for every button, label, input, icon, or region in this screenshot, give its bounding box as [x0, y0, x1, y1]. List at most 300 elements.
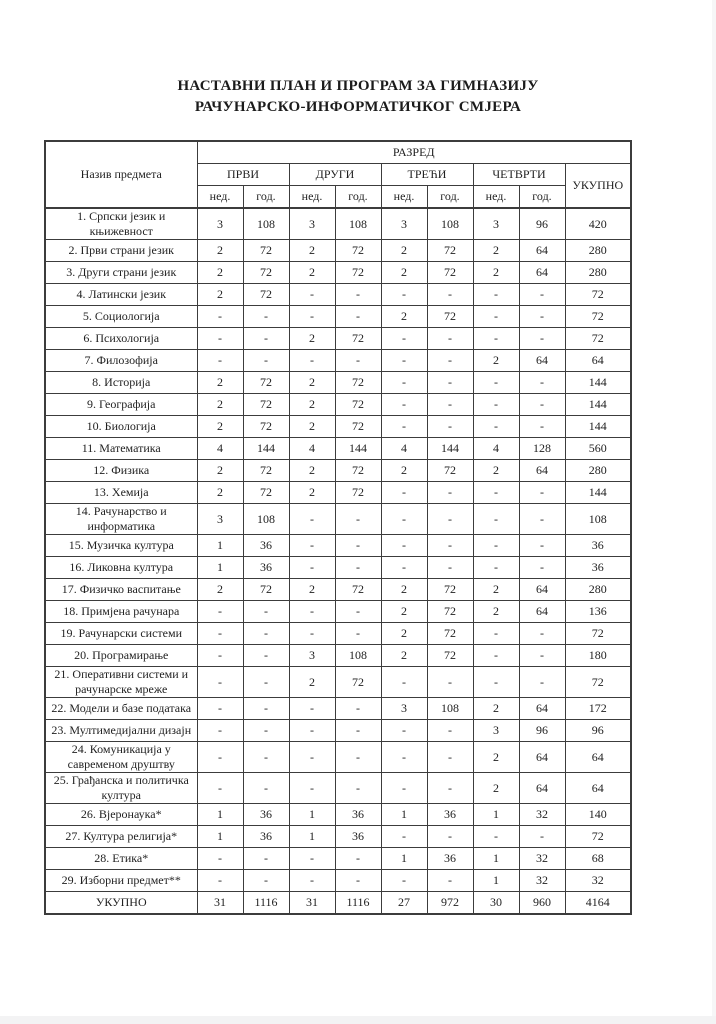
- row-total-cell: 280: [565, 240, 631, 262]
- hours-cell: 2: [289, 579, 335, 601]
- document-title: [0, 0, 716, 118]
- hours-cell: -: [427, 557, 473, 579]
- hours-cell: -: [473, 623, 519, 645]
- hours-cell: -: [197, 623, 243, 645]
- hours-cell: -: [427, 535, 473, 557]
- hours-cell: 144: [427, 438, 473, 460]
- hours-cell: 36: [427, 804, 473, 826]
- hours-cell: 72: [427, 623, 473, 645]
- hours-cell: -: [381, 372, 427, 394]
- row-total-cell: 136: [565, 601, 631, 623]
- hours-cell: 3: [473, 720, 519, 742]
- total-row-label: УКУПНО: [45, 892, 197, 915]
- hours-cell: 4: [473, 438, 519, 460]
- hours-cell: 2: [381, 645, 427, 667]
- table-row: [45, 742, 631, 773]
- hours-cell: 1: [197, 535, 243, 557]
- row-total-cell: 144: [565, 394, 631, 416]
- hours-cell: 1: [289, 826, 335, 848]
- hours-cell: 108: [243, 504, 289, 535]
- subject-name: 28. Етика*: [45, 848, 197, 870]
- total-column-header: УКУПНО: [565, 164, 631, 209]
- hours-cell: 1: [473, 848, 519, 870]
- hours-cell: 72: [427, 262, 473, 284]
- curriculum-table: [44, 140, 632, 915]
- hours-cell: -: [289, 870, 335, 892]
- hours-cell: -: [519, 482, 565, 504]
- subject-name: 13. Хемија: [45, 482, 197, 504]
- hours-cell: 64: [519, 742, 565, 773]
- table-row: [45, 504, 631, 535]
- title-line-2: РАЧУНАРСКО-ИНФОРМАТИЧКОГ СМЈЕРА: [194, 99, 522, 115]
- table-row: [45, 240, 631, 262]
- subject-name: 17. Физичко васпитање: [45, 579, 197, 601]
- hours-cell: 64: [519, 240, 565, 262]
- subcol-weekly: нед.: [381, 186, 427, 209]
- subject-name: 19. Рачунарски системи: [45, 623, 197, 645]
- hours-cell: -: [243, 601, 289, 623]
- hours-cell: 2: [289, 667, 335, 698]
- table-row: [45, 306, 631, 328]
- hours-cell: 36: [243, 535, 289, 557]
- hours-cell: -: [243, 742, 289, 773]
- row-total-cell: 420: [565, 208, 631, 240]
- hours-cell: -: [243, 306, 289, 328]
- row-total-cell: 72: [565, 667, 631, 698]
- subject-name: 29. Изборни предмет**: [45, 870, 197, 892]
- hours-cell: 3: [381, 698, 427, 720]
- hours-cell: -: [197, 848, 243, 870]
- hours-cell: -: [243, 848, 289, 870]
- hours-cell: 2: [381, 460, 427, 482]
- hours-cell: 72: [243, 240, 289, 262]
- hours-cell: 2: [473, 240, 519, 262]
- hours-cell: -: [381, 667, 427, 698]
- table-row: [45, 720, 631, 742]
- hours-cell: -: [335, 698, 381, 720]
- hours-cell: -: [381, 394, 427, 416]
- hours-cell: -: [197, 601, 243, 623]
- hours-cell: -: [197, 350, 243, 372]
- hours-cell: 2: [289, 482, 335, 504]
- hours-cell: 72: [427, 601, 473, 623]
- hours-cell: -: [473, 504, 519, 535]
- hours-cell: -: [197, 698, 243, 720]
- hours-cell: -: [243, 667, 289, 698]
- hours-cell: -: [335, 601, 381, 623]
- subject-name: 27. Култура религија*: [45, 826, 197, 848]
- subcol-yearly: год.: [335, 186, 381, 209]
- hours-cell: 3: [289, 208, 335, 240]
- hours-cell: 2: [197, 240, 243, 262]
- hours-cell: 72: [243, 579, 289, 601]
- hours-cell: 64: [519, 773, 565, 804]
- table-row: [45, 372, 631, 394]
- hours-cell: -: [243, 720, 289, 742]
- hours-cell: -: [427, 773, 473, 804]
- hours-cell: 2: [381, 579, 427, 601]
- hours-cell: -: [473, 535, 519, 557]
- hours-cell: -: [381, 870, 427, 892]
- hours-cell: 2: [473, 262, 519, 284]
- subject-name: 7. Филозофија: [45, 350, 197, 372]
- hours-cell: 4: [381, 438, 427, 460]
- hours-cell: 2: [381, 240, 427, 262]
- hours-cell: 1: [473, 804, 519, 826]
- table-row: [45, 601, 631, 623]
- page-edge-right: [712, 0, 716, 1024]
- subject-name: 8. Историја: [45, 372, 197, 394]
- hours-cell: -: [289, 284, 335, 306]
- table-row: [45, 804, 631, 826]
- subject-name: 20. Програмирање: [45, 645, 197, 667]
- subject-name: 24. Комуникација у савременом друштву: [45, 742, 197, 773]
- grade-group-header: РАЗРЕД: [197, 141, 631, 164]
- hours-cell: 72: [335, 482, 381, 504]
- hours-cell: -: [381, 557, 427, 579]
- table-row: [45, 438, 631, 460]
- table-row: [45, 535, 631, 557]
- hours-cell: 1: [197, 804, 243, 826]
- hours-cell: 144: [243, 438, 289, 460]
- hours-cell: 2: [289, 460, 335, 482]
- subcol-yearly: год.: [519, 186, 565, 209]
- hours-cell: 3: [473, 208, 519, 240]
- hours-cell: 3: [197, 504, 243, 535]
- hours-cell: 72: [335, 262, 381, 284]
- hours-cell: -: [473, 306, 519, 328]
- hours-cell: -: [197, 773, 243, 804]
- subcol-weekly: нед.: [197, 186, 243, 209]
- hours-cell: 72: [427, 645, 473, 667]
- hours-cell: 72: [243, 262, 289, 284]
- hours-cell: 72: [427, 579, 473, 601]
- subcol-yearly: год.: [243, 186, 289, 209]
- row-total-cell: 72: [565, 826, 631, 848]
- hours-cell: 2: [289, 240, 335, 262]
- hours-cell: -: [473, 284, 519, 306]
- hours-cell: 64: [519, 698, 565, 720]
- subject-name: 22. Модели и базе података: [45, 698, 197, 720]
- table-row: [45, 482, 631, 504]
- hours-cell: 2: [289, 416, 335, 438]
- hours-cell: 2: [197, 394, 243, 416]
- subject-name: 11. Математика: [45, 438, 197, 460]
- total-hours-cell: 30: [473, 892, 519, 915]
- subject-name: 25. Грађанска и политичка култура: [45, 773, 197, 804]
- row-total-cell: 36: [565, 557, 631, 579]
- hours-cell: -: [289, 306, 335, 328]
- table-row: [45, 579, 631, 601]
- hours-cell: -: [519, 504, 565, 535]
- hours-cell: 3: [381, 208, 427, 240]
- total-hours-cell: 31: [197, 892, 243, 915]
- hours-cell: -: [473, 328, 519, 350]
- row-total-cell: 280: [565, 460, 631, 482]
- subject-name: 21. Оперативни системи и рачунарске мреже: [45, 667, 197, 698]
- hours-cell: -: [289, 601, 335, 623]
- subject-name: 15. Музичка култура: [45, 535, 197, 557]
- subject-name: 18. Примјена рачунара: [45, 601, 197, 623]
- header-row-razred: [45, 141, 631, 164]
- hours-cell: -: [243, 623, 289, 645]
- hours-cell: -: [381, 535, 427, 557]
- hours-cell: 72: [335, 579, 381, 601]
- hours-cell: -: [289, 350, 335, 372]
- row-total-cell: 36: [565, 535, 631, 557]
- row-total-cell: 64: [565, 350, 631, 372]
- hours-cell: -: [335, 623, 381, 645]
- row-total-cell: 32: [565, 870, 631, 892]
- hours-cell: 2: [197, 284, 243, 306]
- hours-cell: -: [243, 773, 289, 804]
- hours-cell: -: [289, 535, 335, 557]
- hours-cell: -: [335, 557, 381, 579]
- table-row: [45, 698, 631, 720]
- hours-cell: 72: [335, 372, 381, 394]
- hours-cell: 64: [519, 460, 565, 482]
- hours-cell: -: [335, 870, 381, 892]
- hours-cell: 1: [381, 848, 427, 870]
- hours-cell: 2: [381, 262, 427, 284]
- table-row: [45, 667, 631, 698]
- hours-cell: -: [289, 720, 335, 742]
- hours-cell: 64: [519, 350, 565, 372]
- hours-cell: 2: [289, 328, 335, 350]
- hours-cell: 72: [243, 460, 289, 482]
- subject-name: 23. Мултимедијални дизајн: [45, 720, 197, 742]
- hours-cell: 64: [519, 601, 565, 623]
- hours-cell: -: [519, 284, 565, 306]
- page-edge-bottom: [0, 1016, 716, 1024]
- hours-cell: -: [427, 504, 473, 535]
- table-row: [45, 645, 631, 667]
- row-total-cell: 172: [565, 698, 631, 720]
- hours-cell: -: [427, 328, 473, 350]
- hours-cell: 32: [519, 804, 565, 826]
- row-total-cell: 64: [565, 773, 631, 804]
- hours-cell: -: [243, 698, 289, 720]
- hours-cell: -: [473, 482, 519, 504]
- hours-cell: -: [381, 328, 427, 350]
- row-total-cell: 180: [565, 645, 631, 667]
- subject-column-header: Назив предмета: [45, 141, 197, 208]
- hours-cell: 64: [519, 262, 565, 284]
- hours-cell: 36: [243, 826, 289, 848]
- hours-cell: 2: [197, 482, 243, 504]
- hours-cell: -: [473, 394, 519, 416]
- hours-cell: 36: [243, 804, 289, 826]
- hours-cell: -: [243, 350, 289, 372]
- hours-cell: -: [519, 394, 565, 416]
- hours-cell: -: [381, 350, 427, 372]
- hours-cell: -: [519, 535, 565, 557]
- hours-cell: -: [289, 504, 335, 535]
- hours-cell: 1: [197, 557, 243, 579]
- subject-name: 16. Ликовна култура: [45, 557, 197, 579]
- hours-cell: -: [519, 667, 565, 698]
- hours-cell: -: [243, 870, 289, 892]
- hours-cell: 108: [243, 208, 289, 240]
- row-total-cell: 96: [565, 720, 631, 742]
- hours-cell: -: [381, 720, 427, 742]
- subject-name: 10. Биологија: [45, 416, 197, 438]
- hours-cell: 2: [197, 372, 243, 394]
- hours-cell: -: [335, 720, 381, 742]
- hours-cell: -: [381, 742, 427, 773]
- table-row: [45, 460, 631, 482]
- hours-cell: -: [473, 826, 519, 848]
- hours-cell: 72: [243, 372, 289, 394]
- hours-cell: 72: [243, 482, 289, 504]
- subcol-weekly: нед.: [289, 186, 335, 209]
- hours-cell: 3: [197, 208, 243, 240]
- subject-name: 14. Рачунарство и информатика: [45, 504, 197, 535]
- table-row: [45, 557, 631, 579]
- hours-cell: -: [427, 870, 473, 892]
- hours-cell: 2: [197, 579, 243, 601]
- total-hours-cell: 27: [381, 892, 427, 915]
- row-total-cell: 280: [565, 262, 631, 284]
- hours-cell: -: [289, 557, 335, 579]
- hours-cell: -: [289, 742, 335, 773]
- hours-cell: 2: [473, 773, 519, 804]
- subject-name: 1. Српски језик и књижевност: [45, 208, 197, 240]
- hours-cell: 72: [335, 667, 381, 698]
- hours-cell: 36: [335, 826, 381, 848]
- hours-cell: 108: [335, 645, 381, 667]
- grade-header-third: ТРЕЋИ: [381, 164, 473, 186]
- hours-cell: 108: [427, 208, 473, 240]
- hours-cell: -: [335, 284, 381, 306]
- hours-cell: -: [427, 482, 473, 504]
- hours-cell: -: [197, 742, 243, 773]
- grade-header-first: ПРВИ: [197, 164, 289, 186]
- subject-name: 9. Географија: [45, 394, 197, 416]
- subcol-yearly: год.: [427, 186, 473, 209]
- hours-cell: -: [473, 645, 519, 667]
- hours-cell: 32: [519, 848, 565, 870]
- hours-cell: -: [519, 623, 565, 645]
- subject-name: 2. Први страни језик: [45, 240, 197, 262]
- hours-cell: -: [197, 645, 243, 667]
- subject-name: 5. Социологија: [45, 306, 197, 328]
- hours-cell: 72: [243, 416, 289, 438]
- hours-cell: 2: [473, 601, 519, 623]
- hours-cell: 108: [427, 698, 473, 720]
- row-total-cell: 280: [565, 579, 631, 601]
- subject-name: 6. Психологија: [45, 328, 197, 350]
- row-total-cell: 64: [565, 742, 631, 773]
- hours-cell: 2: [197, 416, 243, 438]
- hours-cell: -: [335, 504, 381, 535]
- grade-header-fourth: ЧЕТВРТИ: [473, 164, 565, 186]
- hours-cell: -: [473, 557, 519, 579]
- table-body: [45, 208, 631, 892]
- hours-cell: -: [427, 742, 473, 773]
- hours-cell: 2: [381, 623, 427, 645]
- hours-cell: -: [427, 667, 473, 698]
- hours-cell: -: [243, 645, 289, 667]
- table-row: [45, 623, 631, 645]
- hours-cell: 32: [519, 870, 565, 892]
- hours-cell: -: [519, 328, 565, 350]
- row-total-cell: 72: [565, 284, 631, 306]
- table-row: [45, 284, 631, 306]
- hours-cell: -: [519, 557, 565, 579]
- row-total-cell: 72: [565, 623, 631, 645]
- hours-cell: -: [289, 698, 335, 720]
- hours-cell: 72: [427, 240, 473, 262]
- hours-cell: 72: [427, 306, 473, 328]
- hours-cell: 72: [335, 416, 381, 438]
- hours-cell: 36: [335, 804, 381, 826]
- subject-name: 3. Други страни језик: [45, 262, 197, 284]
- hours-cell: 72: [335, 328, 381, 350]
- subject-name: 4. Латински језик: [45, 284, 197, 306]
- hours-cell: 36: [243, 557, 289, 579]
- grade-header-second: ДРУГИ: [289, 164, 381, 186]
- hours-cell: 72: [335, 460, 381, 482]
- row-total-cell: 560: [565, 438, 631, 460]
- hours-cell: -: [381, 416, 427, 438]
- hours-cell: -: [519, 372, 565, 394]
- table-row: [45, 350, 631, 372]
- hours-cell: 2: [473, 460, 519, 482]
- hours-cell: -: [197, 667, 243, 698]
- hours-cell: 96: [519, 208, 565, 240]
- total-hours-cell: 972: [427, 892, 473, 915]
- table-row: [45, 773, 631, 804]
- row-total-cell: 140: [565, 804, 631, 826]
- title-line-1: НАСТАВНИ ПЛАН И ПРОГРАМ ЗА ГИМНАЗИЈУ: [177, 78, 539, 94]
- hours-cell: 2: [289, 394, 335, 416]
- hours-cell: -: [335, 306, 381, 328]
- hours-cell: -: [335, 773, 381, 804]
- table-header: [45, 141, 631, 208]
- hours-cell: -: [427, 416, 473, 438]
- row-total-cell: 108: [565, 504, 631, 535]
- hours-cell: 1: [197, 826, 243, 848]
- hours-cell: -: [197, 720, 243, 742]
- hours-cell: -: [427, 350, 473, 372]
- hours-cell: -: [381, 504, 427, 535]
- total-row: [45, 892, 631, 915]
- hours-cell: -: [335, 535, 381, 557]
- hours-cell: 1: [289, 804, 335, 826]
- hours-cell: 2: [473, 698, 519, 720]
- hours-cell: -: [335, 848, 381, 870]
- hours-cell: 2: [473, 350, 519, 372]
- hours-cell: -: [519, 416, 565, 438]
- hours-cell: 96: [519, 720, 565, 742]
- row-total-cell: 68: [565, 848, 631, 870]
- hours-cell: 36: [427, 848, 473, 870]
- total-hours-cell: 1116: [243, 892, 289, 915]
- table-row: [45, 394, 631, 416]
- hours-cell: 4: [197, 438, 243, 460]
- hours-cell: 72: [243, 394, 289, 416]
- hours-cell: -: [381, 284, 427, 306]
- row-total-cell: 144: [565, 416, 631, 438]
- hours-cell: 3: [289, 645, 335, 667]
- hours-cell: -: [381, 482, 427, 504]
- hours-cell: -: [335, 350, 381, 372]
- hours-cell: 2: [381, 306, 427, 328]
- hours-cell: -: [427, 720, 473, 742]
- grand-total-cell: 4164: [565, 892, 631, 915]
- row-total-cell: 144: [565, 482, 631, 504]
